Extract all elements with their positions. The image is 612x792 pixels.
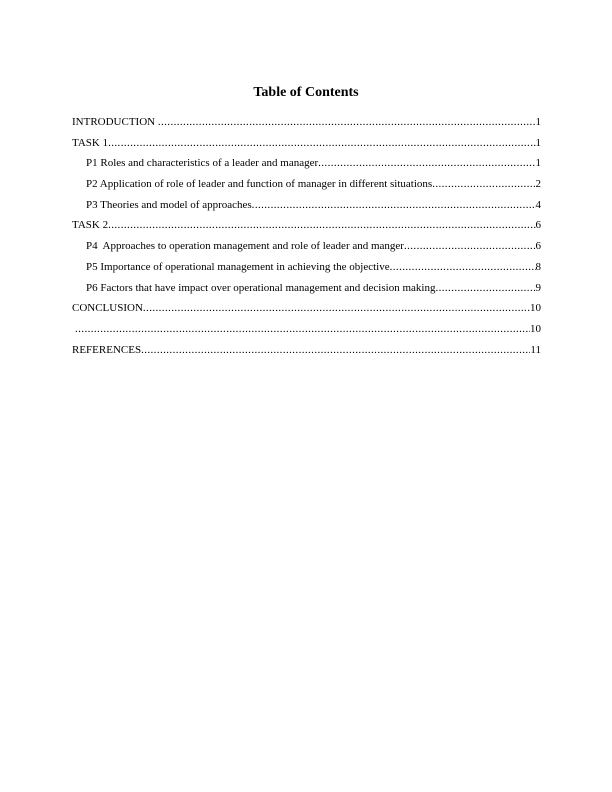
toc-page-number: 10 (530, 302, 541, 315)
toc-page-number: 6 (535, 240, 541, 253)
toc-entry-task-2[interactable] (72, 215, 541, 236)
toc-dot-leader (318, 153, 535, 174)
toc-entry-text: REFERENCES (72, 343, 142, 356)
toc-page-number: 8 (535, 260, 541, 273)
toc-entry-introduction[interactable] (72, 112, 541, 133)
toc-entry-conclusion[interactable] (72, 298, 541, 319)
toc-entry-text: TASK 1 (72, 136, 109, 149)
toc-entry-text: P6 Factors that have impact over operational management and decision making (86, 281, 436, 294)
toc-dot-leader (108, 215, 535, 236)
toc-entry-text: P3 Theories and model of approaches (86, 198, 252, 211)
toc-entry-p4[interactable] (72, 236, 541, 257)
toc-dot-leader (252, 195, 536, 216)
toc-entry-text: P4 Approaches to operation management and role of leader and manger (86, 240, 404, 253)
toc-page-number: 1 (535, 116, 541, 128)
toc-page-number: 6 (535, 219, 541, 232)
toc-page-number: 10 (530, 322, 541, 335)
toc-entry-p2[interactable] (72, 174, 541, 195)
toc-dot-leader (158, 112, 536, 133)
toc-dot-leader (143, 298, 530, 319)
toc-entry-p6[interactable] (72, 278, 541, 299)
toc-page-number: 1 (535, 136, 541, 149)
toc-page-number: 11 (530, 343, 541, 356)
toc-entry-text: INTRODUCTION (72, 116, 158, 128)
toc-entry-text: P5 Importance of operational management in achieving the objective (86, 260, 390, 273)
toc-dot-leader (108, 133, 535, 154)
toc-dot-leader (432, 174, 535, 195)
toc-page-number: 4 (535, 198, 541, 211)
toc-dot-leader (390, 257, 536, 278)
toc-entry-task-1[interactable] (72, 133, 541, 154)
toc-dot-leader (435, 278, 535, 299)
toc-entry-text: TASK 2 (72, 219, 109, 232)
toc-entry-untitled[interactable] (72, 319, 541, 340)
toc-page-number: 1 (535, 157, 541, 170)
toc-entry-references[interactable] (72, 340, 541, 361)
toc-entry-p5[interactable] (72, 257, 541, 278)
toc-entry-text: P2 Application of role of leader and function of manager in different situations (86, 178, 433, 191)
toc-entry-p3[interactable] (72, 195, 541, 216)
toc-title: Table of Contents (253, 85, 359, 100)
toc-entry-text: CONCLUSION (72, 302, 143, 315)
toc-entry-p1[interactable] (72, 153, 541, 174)
toc-dot-leader (75, 319, 530, 340)
toc-page-number: 9 (535, 281, 541, 294)
toc-entry-text: P1 Roles and characteristics of a leader and manager (86, 157, 319, 170)
toc-list (72, 112, 541, 360)
toc-dot-leader (141, 340, 530, 361)
toc-page-number: 2 (535, 178, 541, 191)
toc-dot-leader (404, 236, 536, 257)
